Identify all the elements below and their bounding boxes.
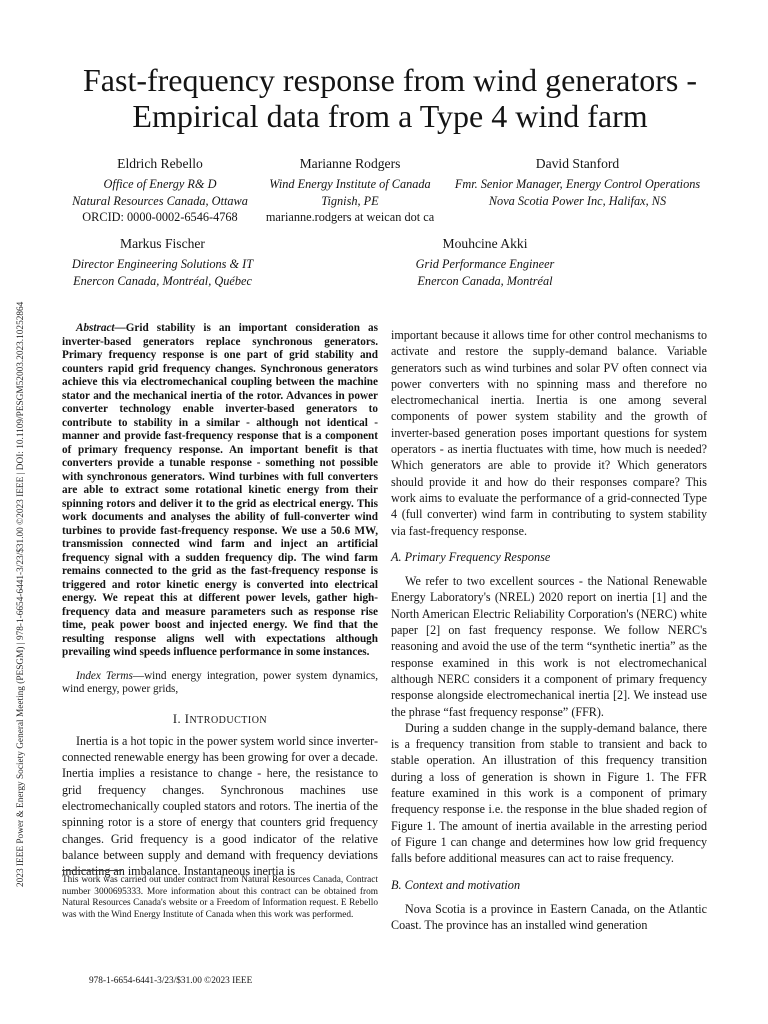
footnote-divider — [62, 870, 122, 871]
author-name: Mouhcine Akki — [442, 236, 528, 251]
author-affiliation: Director Engineering Solutions & IT — [71, 257, 254, 271]
author-name: David Stanford — [535, 156, 620, 171]
author-affiliation: Office of Energy R& D — [103, 177, 217, 191]
section-heading-introduction: I. INTRODUCTION — [172, 711, 268, 726]
index-terms-lead: Index Terms — [76, 669, 133, 682]
intro-paragraph: Inertia is a hot topic in the power system world since inverter-connected renewable energy has been growing for over a decade. Inertia implies a resistance to change - here, the resistance to grid frequency changes. Synchronous machines use electromechanically coupled stators and rotors. The inertia of the spinning rotor is a store of energy that counters grid frequency changes. Grid frequency is a good indicator of the relative balance between supply and demand with frequency deviations indicating an imbalance. Instantaneous inertia is — [62, 733, 378, 879]
abstract — [62, 322, 378, 660]
left-column — [62, 322, 378, 879]
footnote: This work was carried out under contract from Natural Resources Canada, Contract number 3000695333. More information about this contract can be obtained from Natural Resources Canada's website or a Freedom of Information request. E Rebello was with the Wind Energy Institute of Canada when this work was performed. — [62, 875, 378, 920]
title-line-2: Empirical data from a Type 4 wind farm — [132, 98, 648, 134]
abstract-text: —Grid stability is an important consideration as inverter-based generators replace synchronous generators. Primary frequency response is one part of grid stability and counters rapid grid frequency changes. Synchronous generators achieve this via electromechanical coupling between the machine stator and the mechanical inertia of the rotor. Advances in power converter technology enable inverter-based generators to contribute to stability in a similar - although not identical - manner and provide fast-frequency response that is a component of primary frequency response. An important benefit is that converters provide a tunable response - something not possible with synchronous generators. Wind turbines with full converters are able to extract some rotational kinetic energy from their spinning rotors and deliver it to the grid as electrical energy. This work documents and analyses the ability of full-converter wind turbines to provide fast-frequency response. We use a 50.6 MW, transmission connected wind farm and inject an artificial frequency signal with a sudden frequency dip. The wind farm remains connected to the grid as the fast-frequency response is triggered and rotor kinetic energy is converted into electrical energy. We repeat this at different power levels, gather high-frequency data and measure parameters such as response rise time, peak power boost and injected energy. We find that the resulting response aligns well with expectations although prevailing wind speeds influence performance in some instances. — [62, 322, 378, 658]
body-paragraph: During a sudden change in the supply-demand balance, there is a frequency transition from stable to transient and back to stable operation. An illustration of this frequency transition during a loss of generation is shown in Figure 1. The FFR feature examined in this work is a component of primary frequency response i.e. the response in the blue shaded region of Figure 1. The amount of inertia available in the arresting period of Figure 1 can change and determines how low grid frequency falls before additional measures can act to raise frequency. — [391, 720, 707, 866]
author-name: Markus Fischer — [120, 236, 205, 251]
author-affiliation: Fmr. Senior Manager, Energy Control Operations — [454, 177, 701, 191]
body-paragraph: Nova Scotia is a province in Eastern Canada, on the Atlantic Coast. The province has an installed wind generation — [391, 901, 707, 933]
side-citation-note: 2023 IEEE Power & Energy Society General Meeting (PESGM) | 978-1-6654-6441-3/23/$31.00 ©2023 IEEE | DOI: 10.1109/PESGM52003.2023.10252864 — [16, 301, 26, 887]
subsection-heading-a: A. Primary Frequency Response — [391, 549, 551, 564]
author-orcid: ORCID: 0000-0002-6546-4768 — [82, 210, 238, 224]
index-terms-text: —wind energy integration, power system dynamics, wind energy, power grids, — [62, 669, 378, 695]
author-affiliation: Grid Performance Engineer — [415, 257, 555, 271]
body-paragraph: We refer to two excellent sources - the National Renewable Energy Laboratory's (NREL) 2020 report on inertia [1] and the North American Electric Reliability Corporation's (NERC) white paper [2] on fast frequency response. We follow NERC's reasoning and avoid the use of the term “synthetic inertia” as the response examined in this work is not electromechanical although NERC considers it a component of primary frequency response alongside electromechanical inertia [2]. We instead use the phrase “fast frequency response” (FFR). — [391, 574, 707, 719]
page-footer: 978-1-6654-6441-3/23/$31.00 ©2023 IEEE — [89, 976, 253, 986]
author-affiliation: Natural Resources Canada, Ottawa — [72, 193, 248, 208]
index-terms — [62, 670, 378, 697]
author-affiliation: Enercon Canada, Montréal, Québec — [73, 273, 252, 288]
body-paragraph: important because it allows time for other control mechanisms to activate and restore the supply-demand balance. Variable generators such as wind turbines and solar PV often connect via power converters with no spinning mass and therefore no electromechanical inertia. Inertia is one among several components of power system stability and the growth of inverter-based generation poses important questions for system operators - as inertia fluctuates with time, how much is needed? Which generators are able to provide it? Which generators should provide it and how do their responses compare? This work aims to evaluate the performance of a grid-connected Type 4 (full converter) wind farm in contributing to system stability via fast-frequency response. — [391, 328, 707, 538]
author-affiliation: Tignish, PE — [321, 193, 379, 208]
author-name: Marianne Rodgers — [299, 156, 401, 171]
author-affiliation: Enercon Canada, Montréal — [417, 273, 553, 288]
paper-title — [40, 62, 740, 134]
author-affiliation: Nova Scotia Power Inc, Halifax, NS — [488, 193, 667, 208]
author-block-akki — [385, 235, 585, 289]
title-line-1: Fast-frequency response from wind generators - — [82, 62, 697, 98]
subsection-heading-b: B. Context and motivation — [391, 877, 521, 892]
author-block-rodgers — [245, 155, 455, 226]
abstract-lead: Abstract — [76, 322, 115, 334]
right-column — [391, 327, 707, 933]
author-name: Eldrich Rebello — [117, 156, 203, 171]
author-affiliation: Wind Energy Institute of Canada — [269, 177, 431, 191]
author-block-fischer — [55, 235, 270, 289]
author-block-stanford — [430, 155, 725, 209]
author-email: marianne.rodgers at weican dot ca — [265, 210, 435, 224]
author-block-rebello — [60, 155, 260, 226]
